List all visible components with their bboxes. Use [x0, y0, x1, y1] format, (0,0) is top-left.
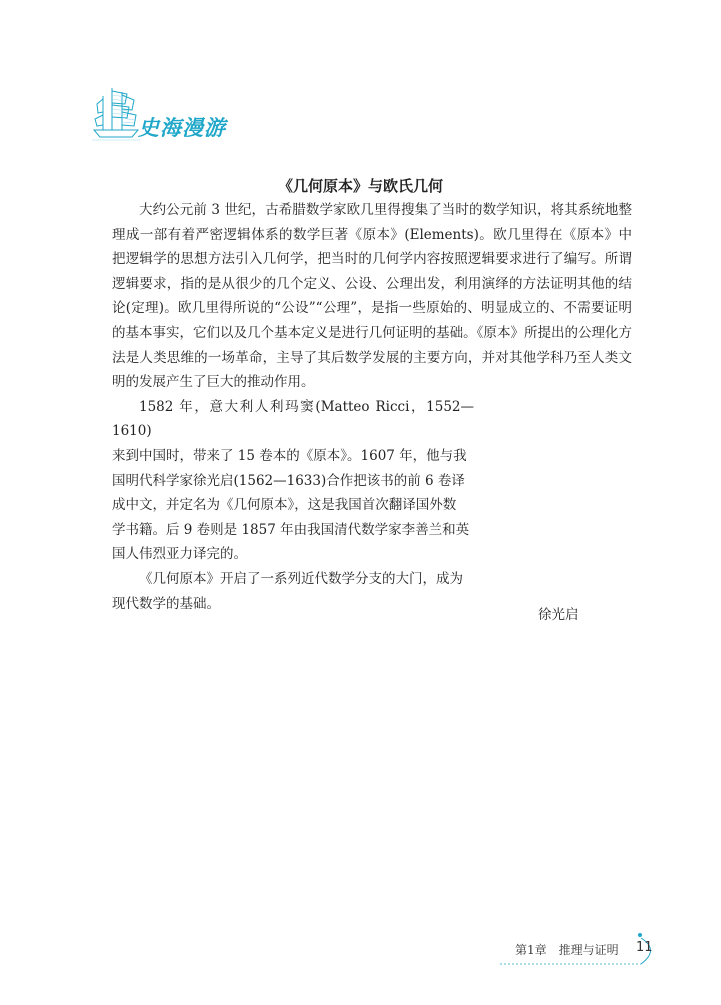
article-title: 《几何原本》与欧氏几何 — [277, 177, 443, 195]
paragraph-translation-history: 1582 年，意大利人利玛窦(Matteo Ricci，1552—1610) 来到中国时，带来了 15 卷本的《原本》。1607 年，他与我 国明代科学家徐光启(1562—1633)合作把该书的前 6 卷译 成中文，并定名为《几何原本》，这是我国首次翻译国外数 学书籍。后 9 卷则是 1857 年由我国清代数学家李善兰和英 国人伟烈亚力译完的。 — [112, 398, 474, 563]
paragraph-conclusion: 《几何原本》开启了一系列近代数学分支的大门，成为 现代数学的基础。 — [112, 570, 463, 612]
paragraph-elements-history: 大约公元前 3 世纪，古希腊数学家欧几里得搜集了当时的数学知识，将其系统地整理成一部有着严密逻辑体系的数学巨著《原本》(Elements)。欧几里得在《原本》中把逻辑学的思想方法引入几何学，把当时的几何学内容按照逻辑要求进行了编写。所谓逻辑要求，指的是从很少的几个定义、公设、公理出发，利用演绎的方法证明其他的结论(定理)。欧几里得所说的“公设”“公理”，是指一些原始的、明显成立的、不需要证明的基本事实，它们以及几个基本定义是进行几何证明的基础。《原本》所提出的公理化方法是人类思维的一场革命，主导了其后数学发展的主要方向，并对其他学科乃至人类文明的发展产生了巨大的推动作用。 — [112, 202, 632, 391]
article-body — [112, 198, 632, 616]
section-badge-label: 史海漫游 — [138, 116, 226, 140]
page-number: 11 — [636, 940, 653, 955]
footer-chapter-label: 第1章 推理与证明 — [515, 943, 619, 957]
sailing-ship-icon — [92, 82, 140, 142]
portrait-caption: 徐光启 — [538, 607, 579, 623]
section-badge — [92, 82, 262, 142]
